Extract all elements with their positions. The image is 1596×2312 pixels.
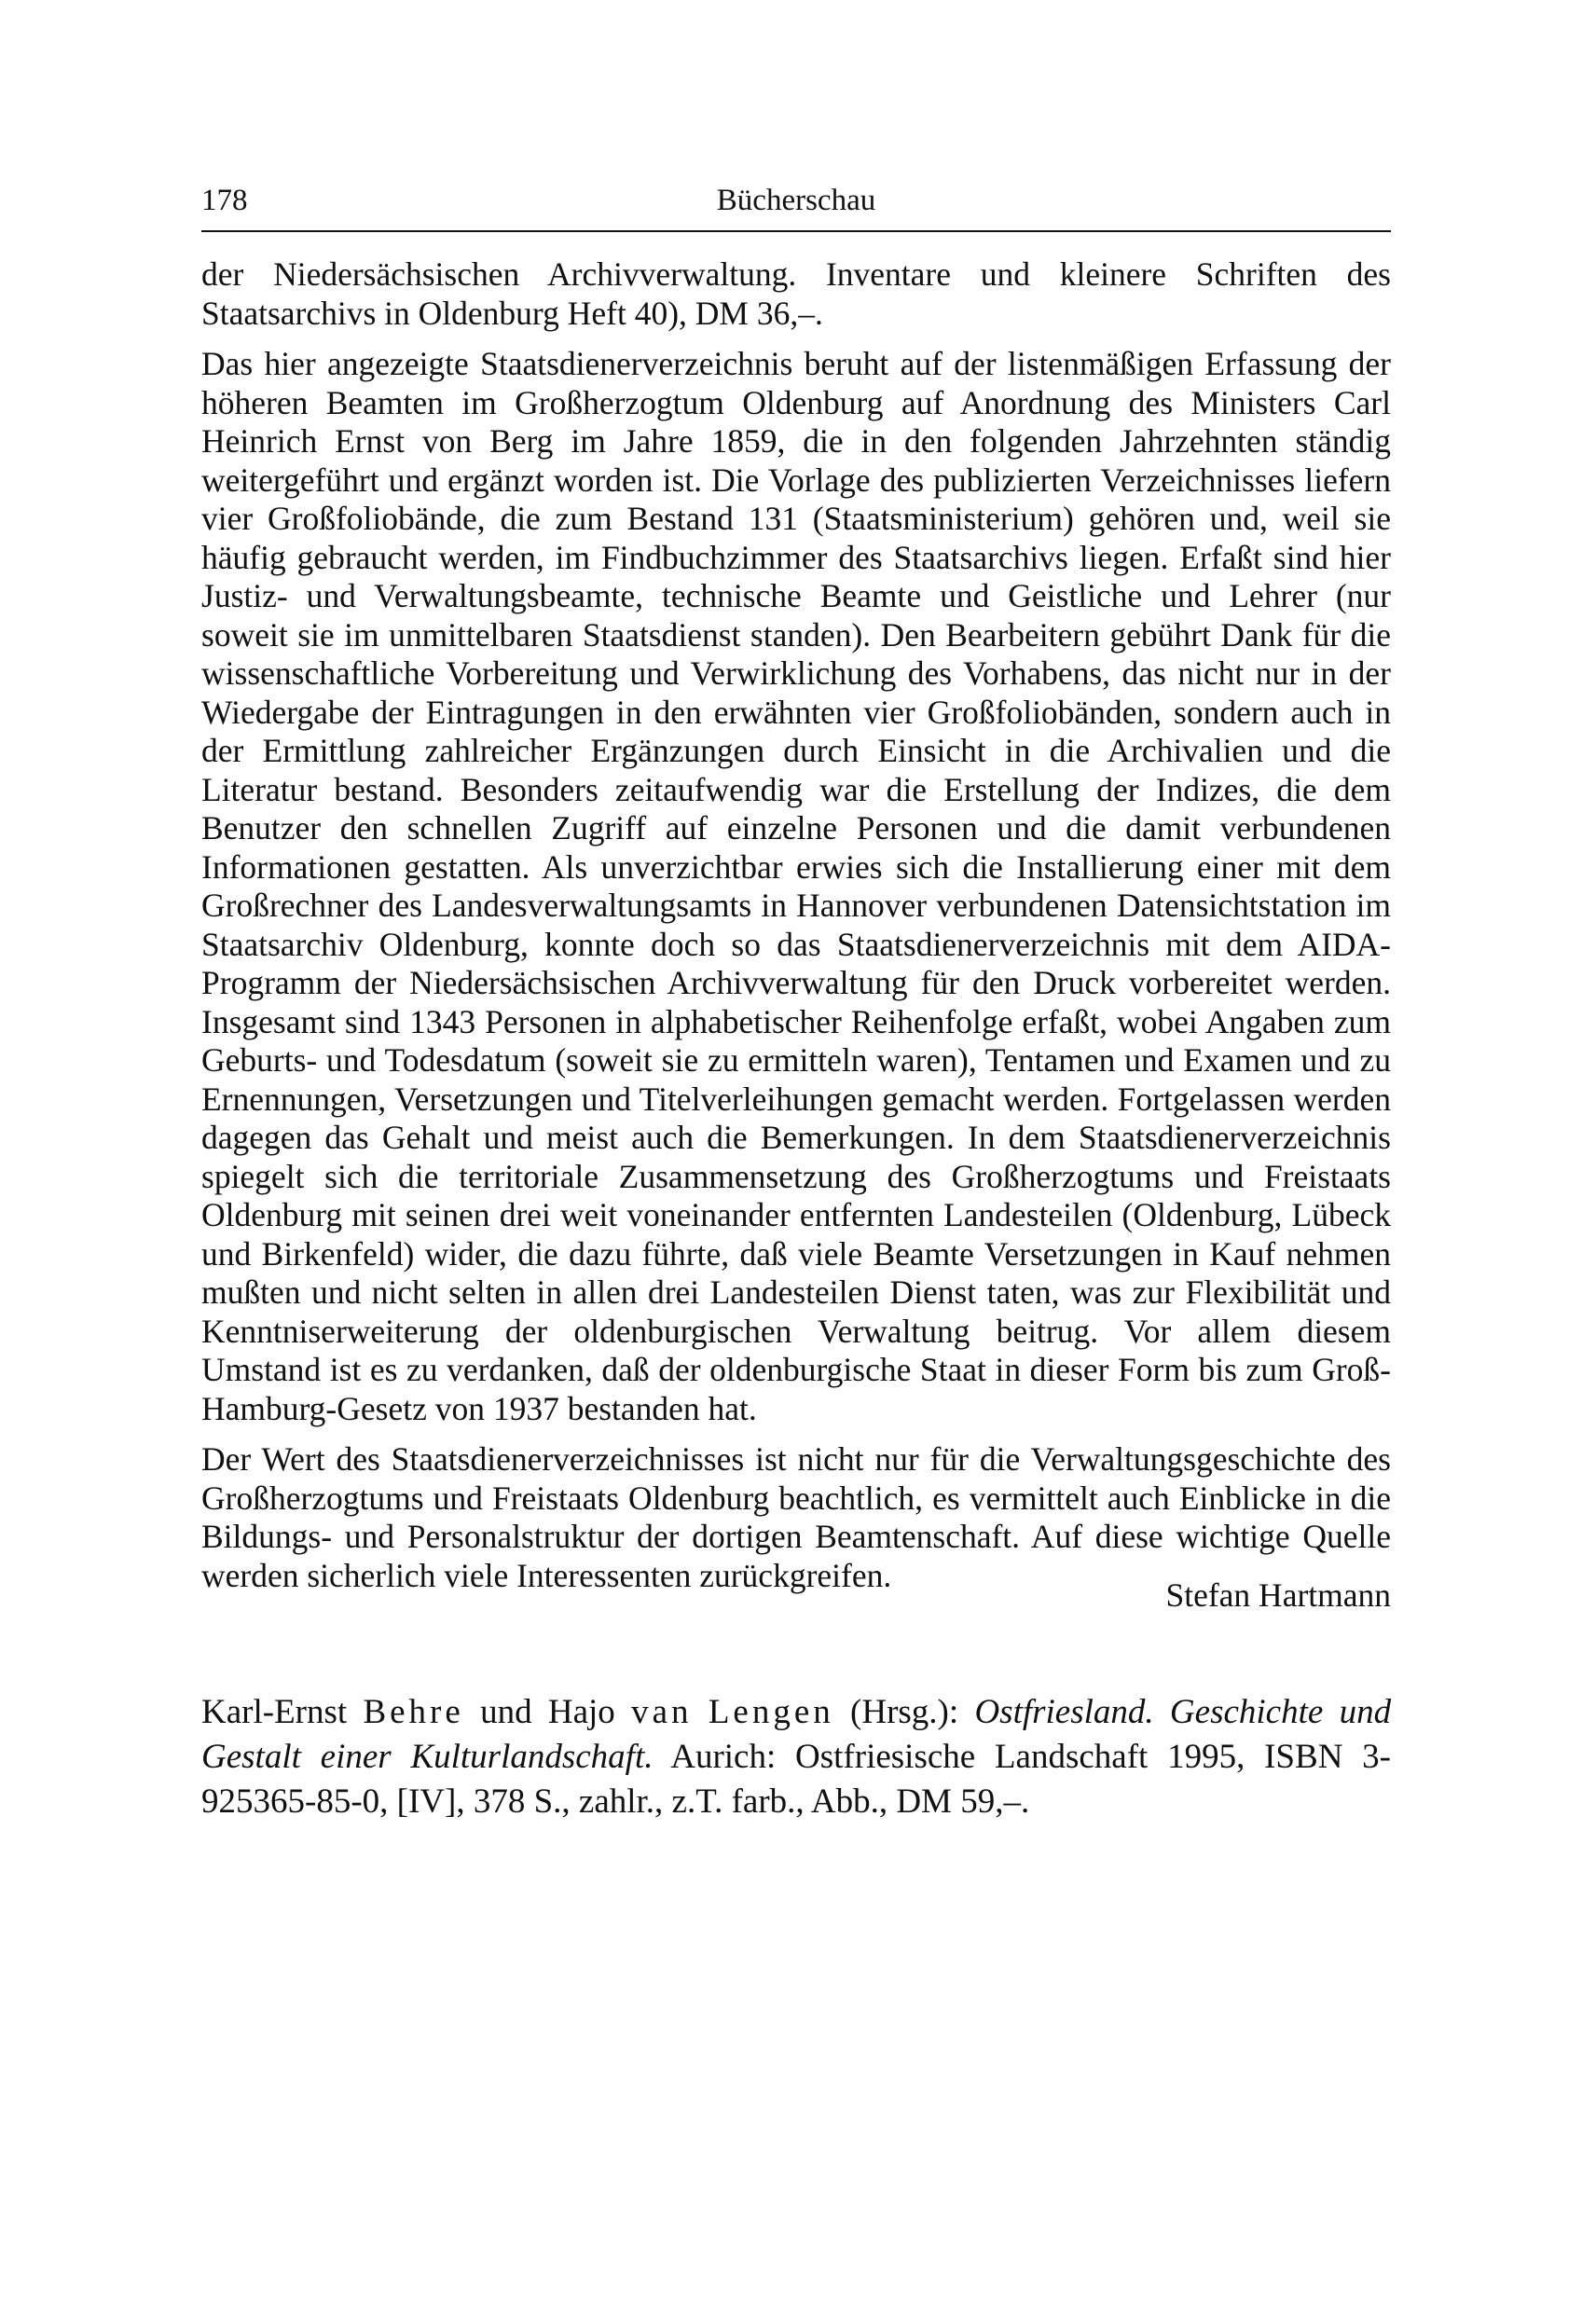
citation-continuation: der Niedersächsischen Archivverwaltung. Inventare und kleinere Schriften des Staatsarchivs in Oldenburg Heft 40), DM 36,–. xyxy=(201,255,1391,332)
author-2-particle: van xyxy=(631,1692,693,1731)
editor-note: (Hrsg.): xyxy=(850,1692,959,1731)
header-rule xyxy=(201,230,1391,232)
book-page xyxy=(201,182,1391,1824)
review-1 xyxy=(201,255,1391,1616)
reviewer-signature: Stefan Hartmann xyxy=(1165,1576,1391,1614)
author-2-surname: Lengen xyxy=(708,1692,834,1731)
running-header xyxy=(201,182,1391,227)
author-1-surname: Behre xyxy=(363,1692,464,1731)
review-paragraph-2: Der Wert des Staatsdienerverzeichnisses ist nicht nur für die Verwaltungsgeschichte des Großherzogtums und Freistaats Oldenburg beachtlich, es vermittelt auch Einblicke in die Bildungs- und Personalstruktur der dortigen Beamtenschaft. Auf diese wichtige Quelle werden sicherlich viele Interessenten zurückgreifen. xyxy=(201,1440,1391,1594)
review-2-citation xyxy=(201,1690,1391,1824)
author-2-first-name: Hajo xyxy=(547,1692,615,1731)
review-paragraph-1: Das hier angezeigte Staatsdienerverzeichnis beruht auf der listenmäßigen Erfassung der höheren Beamten im Großherzogtum Oldenburg auf Anordnung des Ministers Carl Heinrich Ernst von Berg im Jahre 1859, die in den folgenden Jahrzehnten ständig weitergeführt und ergänzt worden ist. Die Vorlage des publizierten Verzeichnisses liefern vier Großfoliobände, die zum Bestand 131 (Staatsministerium) gehören und, weil sie häufig gebraucht werden, im Findbuchzimmer des Staatsarchivs liegen. Erfaßt sind hier Justiz- und Verwaltungsbeamte, technische Beamte und Geistliche und Lehrer (nur soweit sie im unmittelbaren Staatsdienst standen). Den Bearbeitern gebührt Dank für die wissenschaftliche Vorbereitung und Verwirklichung des Vorhabens, das nicht nur in der Wiedergabe der Eintragungen in den erwähnten vier Großfoliobänden, sondern auch in der Ermittlung zahlreicher Ergänzungen durch Einsicht in die Archivalien und die Literatur bestand. Besonders zeitaufwendig war die Erstellung der Indizes, die dem Benutzer den schnellen Zugriff auf einzelne Personen und die damit verbundenen Informationen gestatten. Als unverzichtbar erwies sich die Installierung einer mit dem Großrechner des Landesverwaltungsamts in Hannover verbundenen Datensichtstation im Staatsarchiv Oldenburg, konnte doch so das Staatsdienerverzeichnis mit dem AIDA-Programm der Niedersächsischen Archivverwaltung für den Druck vorbereitet werden. Insgesamt sind 1343 Personen in alphabetischer Reihenfolge erfaßt, wobei Angaben zum Geburts- und Todesdatum (soweit sie zu ermitteln waren), Tentamen und Examen und zu Ernennungen, Versetzungen und Titelverleihungen gemacht werden. Fortgelassen werden dagegen das Gehalt und meist auch die Bemerkungen. In dem Staatsdienerverzeichnis spiegelt sich die territoriale Zusammensetzung des Großherzogtums und Freistaats Oldenburg mit seinen drei weit voneinander entfernten Landesteilen (Oldenburg, Lübeck und Birkenfeld) wider, die dazu führte, daß viele Beamte Versetzungen in Kauf nehmen mußten und nicht selten in allen drei Landesteilen Dienst taten, was zur Flexibilität und Kenntniserweiterung der oldenburgischen Verwaltung beitrug. Vor allem diesem Umstand ist es zu verdanken, daß der oldenburgische Staat in dieser Form bis zum Groß-Hamburg-Gesetz von 1937 bestanden hat. xyxy=(201,345,1391,1427)
author-connector: und xyxy=(480,1692,532,1731)
author-1-first-name: Karl-Ernst xyxy=(201,1692,348,1731)
section-title: Bücherschau xyxy=(716,184,876,217)
publication-details: Aurich: Ostfriesische Landschaft 1995, ISBN 3-925365-85-0, [IV], 378 S., zahlr., z.T. farb., Abb., DM 59,–. xyxy=(201,1737,1391,1821)
book-title: Ostfriesland. Geschichte und Gestalt einer Kulturlandschaft. xyxy=(201,1692,1392,1776)
page-number: 178 xyxy=(201,184,248,217)
